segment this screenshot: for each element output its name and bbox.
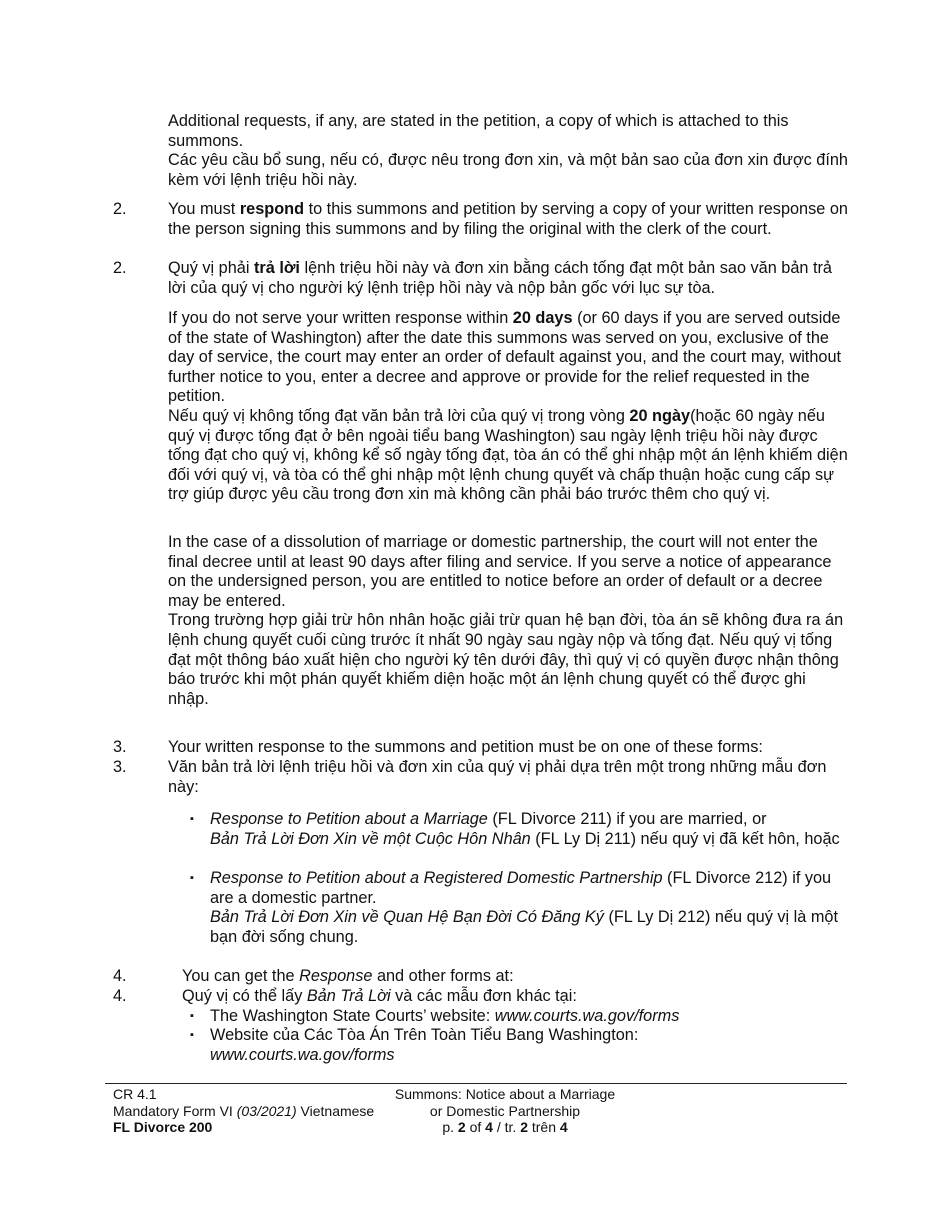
item2-vi-pre: Quý vị phải xyxy=(168,259,254,277)
page-sep: / tr. xyxy=(492,1119,521,1135)
item2-number-en: 2. xyxy=(113,200,127,218)
footer-form-id xyxy=(113,1119,374,1136)
page-total-vi: 4 xyxy=(559,1119,568,1135)
partnership-form-title-vi: Bản Trả Lời Đơn Xin về Quan Hệ Bạn Đời Có Đăng Ký xyxy=(210,908,604,927)
item2-en-pre: You must xyxy=(168,200,240,218)
page-of: of xyxy=(465,1119,486,1135)
item2-en-bold: respond xyxy=(239,200,305,218)
footer-left xyxy=(113,1086,374,1136)
website-label-en: The Washington State Courts’ website: xyxy=(210,1007,495,1025)
forms-website-en xyxy=(210,1007,850,1027)
item4-en-pre: You can get the xyxy=(182,967,300,985)
bullet-marker: ▪ xyxy=(190,813,194,825)
website-label-vi: Website của Các Tòa Án Trên Toàn Tiểu Bang Washington: xyxy=(210,1026,639,1044)
marriage-form-desc-vi: (FL Ly Dị 211) nếu quý vị đã kết hôn, hoặc xyxy=(530,829,840,848)
page-total: 4 xyxy=(485,1119,493,1135)
footer-rule-ref: CR 4.1 xyxy=(113,1086,157,1102)
default-vi-pre: Nếu quý vị không tống đạt văn bản trả lời của quý vị trong vòng xyxy=(168,406,630,425)
intro-text-vi: Các yêu cầu bổ sung, nếu có, được nêu trong đơn xin, và một bản sao của đơn xin được đính kèm với lệnh triệu hồi này. xyxy=(168,151,848,189)
default-en-bold: 20 days xyxy=(512,309,573,327)
footer-mandatory-date: (03/2021) xyxy=(236,1102,297,1119)
forms-link-vi[interactable]: www.courts.wa.gov/forms xyxy=(210,1045,395,1064)
default-en-pre: If you do not serve your written response within xyxy=(168,309,513,327)
default-paragraph xyxy=(168,309,848,505)
bullet-marker: ▪ xyxy=(190,1029,194,1041)
item3-number-vi: 3. xyxy=(113,758,127,776)
footer-title-line1: Summons: Notice about a Marriage xyxy=(394,1086,616,1102)
footer-divider xyxy=(105,1083,847,1084)
intro-text-en: Additional requests, if any, are stated in the petition, a copy of which is attached to this summons. xyxy=(168,112,789,150)
dissolution-text-en: In the case of a dissolution of marriage or domestic partnership, the court will not enter the final decree until at least 90 days after filing and service. If you serve a notice of appearance on the undersigned person, you are entitled to notice before an order of default or a decree may be entered. xyxy=(168,533,832,610)
item2-number-vi: 2. xyxy=(113,259,127,277)
item2-vi-post: lệnh triệu hồi này và đơn xin bằng cách tống đạt một bản sao văn bản trả lời của quý vị cho người ký lệnh triệp hồi này và nộp bản gốc với lục sự tòa. xyxy=(168,259,832,297)
dissolution-text-vi: Trong trường hợp giải trừ hôn nhân hoặc giải trừ quan hệ bạn đời, tòa án sẽ không đưa ra án lệnh chung quyết cuối cùng trước ít nhất 90 ngày sau ngày nộp và tống đạt. Nếu quý vị tống đạt một thông báo xuất hiện cho người ký tên dưới đây, thì quý vị có quyền được nhận thông báo trước khi một phán quyết khiếm diện hoặc một án lệnh chung quyết có thể được ghi nhập. xyxy=(168,611,844,708)
item2-text-vi xyxy=(168,259,848,298)
footer-form-id-text: FL Divorce 200 xyxy=(113,1119,213,1135)
item4-number-en: 4. xyxy=(113,967,127,985)
item2-en-post: to this summons and petition by serving a copy of your written response on the person signing this summons and by filing the original with the clerk of the court. xyxy=(168,200,848,238)
marriage-form-desc-en: (FL Divorce 211) if you are married, or xyxy=(487,810,767,828)
item4-vi-post: và các mẫu đơn khác tại: xyxy=(390,987,577,1005)
dissolution-paragraph xyxy=(168,533,848,709)
item4-text-en xyxy=(182,967,842,987)
intro-paragraph xyxy=(168,112,848,190)
partnership-form-title-en: Response to Petition about a Registered Domestic Partnership xyxy=(210,869,663,887)
partnership-form-desc-vi: (FL Ly Dị 212) nếu quý vị là một bạn đời sống chung. xyxy=(210,908,838,946)
form-option-partnership xyxy=(210,869,850,947)
item4-vi-italic: Bản Trả Lời xyxy=(306,987,391,1005)
page-tren: trên xyxy=(527,1119,560,1135)
footer-mandatory-pre: Mandatory Form VI xyxy=(113,1102,237,1119)
item4-vi-pre: Quý vị có thể lấy xyxy=(182,987,307,1005)
footer-title-line2: or Domestic Partnership xyxy=(429,1102,581,1119)
item2-vi-bold: trả lời xyxy=(253,259,300,277)
form-option-marriage xyxy=(210,810,850,849)
page-num-vi: 2 xyxy=(520,1119,528,1135)
item3-text-vi: Văn bản trả lời lệnh triệu hồi và đơn xin của quý vị phải dựa trên một trong những mẫu đơn này: xyxy=(168,758,827,796)
page-p: p. xyxy=(442,1119,458,1135)
default-vi-post: (hoặc 60 ngày nếu quý vị được tống đạt ở bên ngoài tiểu bang Washington) sau ngày lệnh triệu hồi này được tống đạt cho quý vị, không kể số ngày tống đạt, tòa án có thể ghi nhập một án lệnh khiếm diện đối với quý vị, và tòa có thể ghi nhập một lệnh chung quyết và chấp thuận hoặc cung cấp sự trợ giúp được yêu cầu trong đơn xin mà không cần phải báo trước thêm cho quý vị. xyxy=(168,406,848,504)
marriage-form-title-vi: Bản Trả Lời Đơn Xin về một Cuộc Hôn Nhân xyxy=(210,829,531,848)
footer-mandatory xyxy=(113,1103,374,1120)
marriage-form-title-en: Response to Petition about a Marriage xyxy=(210,810,488,828)
item4-number-vi: 4. xyxy=(113,987,127,1005)
default-vi-bold: 20 ngày xyxy=(629,406,691,425)
item4-en-post: and other forms at: xyxy=(372,967,514,985)
footer-center xyxy=(370,1086,640,1136)
default-en-post: (or 60 days if you are served outside of the state of Washington) after the date this summons was served on you, exclusive of the day of service, the court may enter an order of default against you, and the court may, without further notice to you, enter a decree and approve or provide for the relief requested in the petition. xyxy=(168,309,842,406)
item2-text-en xyxy=(168,200,848,239)
forms-website-vi xyxy=(210,1026,850,1065)
forms-link-en[interactable]: www.courts.wa.gov/forms xyxy=(494,1007,680,1025)
page-num: 2 xyxy=(457,1119,466,1135)
item3-number-en: 3. xyxy=(113,738,127,756)
item4-en-italic: Response xyxy=(299,967,373,985)
item4-text-vi xyxy=(182,987,842,1007)
bullet-marker: ▪ xyxy=(190,1010,194,1022)
partnership-form-desc-en: (FL Divorce 212) if you are a domestic partner. xyxy=(210,869,832,907)
footer-mandatory-lang: Vietnamese xyxy=(296,1102,375,1119)
footer-page-number xyxy=(370,1119,640,1136)
item3-text-en: Your written response to the summons and petition must be on one of these forms: xyxy=(168,738,763,756)
bullet-marker: ▪ xyxy=(190,872,194,884)
